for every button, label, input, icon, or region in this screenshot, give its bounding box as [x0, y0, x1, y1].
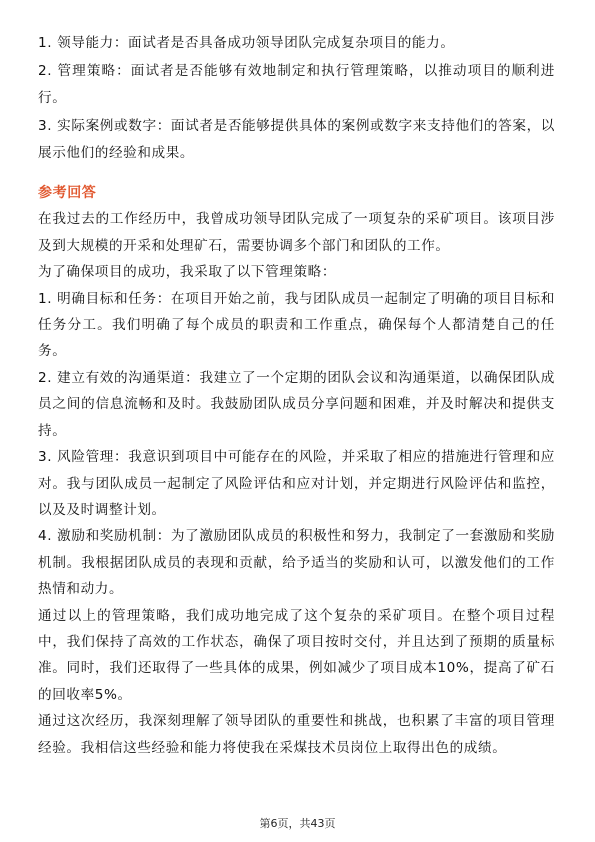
answer-conclusion: 通过这次经历，我深刻理解了领导团队的重要性和挑战，也积累了丰富的项目管理经验。我相信这些经验和能力将使我在采煤技术员岗位上取得出色的成绩。 [38, 713, 555, 756]
answer-intro: 在我过去的工作经历中，我曾成功领导团队完成了一项复杂的采矿项目。该项目涉及到大规模的开采和处理矿石，需要协调多个部门和团队的工作。 [38, 211, 555, 254]
answer-heading: 参考回答 [38, 185, 97, 202]
page-number: 第6页，共43页 [259, 817, 336, 830]
criterion-evidence: 3. 实际案例或数字：面试者是否能够提供具体的案例或数字来支持他们的答案，以展示他们的经验和成果。 [38, 118, 555, 161]
criterion-leadership: 1. 领导能力：面试者是否具备成功领导团队完成复杂项目的能力。 [38, 35, 455, 51]
answer-strategy-lead: 为了确保项目的成功，我采取了以下管理策略： [38, 264, 337, 281]
strategy-communication: 2. 建立有效的沟通渠道：我建立了一个定期的团队会议和沟通渠道，以确保团队成员之间的信息流畅和及时。我鼓励团队成员分享问题和困难，并及时解决和提供支持。 [38, 369, 555, 439]
strategy-risk: 3. 风险管理：我意识到项目中可能存在的风险，并采取了相应的措施进行管理和应对。我与团队成员一起制定了风险评估和应对计划，并定期进行风险评估和监控，以及及时调整计划。 [38, 449, 555, 518]
answer-result: 通过以上的管理策略，我们成功地完成了这个复杂的采矿项目。在整个项目过程中，我们保持了高效的工作状态，确保了项目按时交付，并且达到了预期的质量标准。同时，我们还取得了一些具体的成果，例如减少了项目成本10%，提高了矿石的回收率5%。 [38, 607, 555, 703]
criterion-management-strategy: 2. 管理策略：面试者是否能够有效地制定和执行管理策略，以推动项目的顺利进行。 [38, 63, 555, 106]
strategy-goals: 1. 明确目标和任务：在项目开始之前，我与团队成员一起制定了明确的项目目标和任务分工。我们明确了每个成员的职责和工作重点，确保每个人都清楚自己的任务。 [38, 290, 555, 360]
strategy-incentive: 4. 激励和奖励机制：为了激励团队成员的积极性和努力，我制定了一套激励和奖励机制。我根据团队成员的表现和贡献，给予适当的奖励和认可，以激发他们的工作热情和动力。 [38, 528, 555, 598]
